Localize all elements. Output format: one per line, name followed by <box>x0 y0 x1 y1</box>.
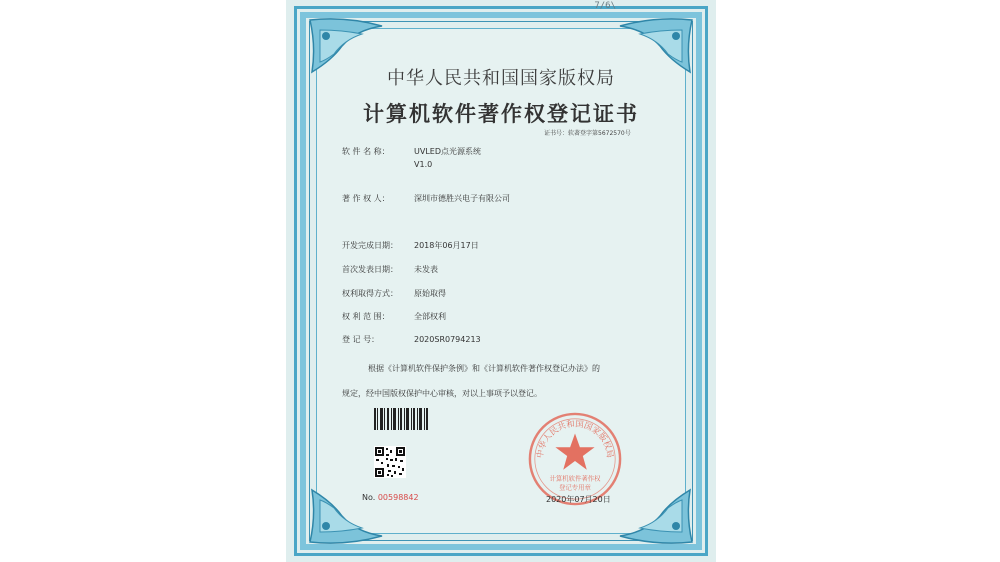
serial-number <box>362 493 419 502</box>
field-label: 权利取得方式： <box>342 289 398 298</box>
field-value: 2020SR0794213 <box>414 335 481 344</box>
field-completion-date <box>342 240 479 251</box>
serial-value: 00598842 <box>377 493 419 502</box>
field-value: 全部权利 <box>414 312 446 321</box>
field-registration-number <box>342 334 481 345</box>
barcode-icon <box>374 408 428 430</box>
certificate-number: 证书号：软著登字第5672570号 <box>544 130 631 137</box>
statement-line-2: 规定，经中国版权保护中心审核，对以上事项予以登记。 <box>342 389 542 398</box>
serial-prefix: No. <box>362 493 376 502</box>
field-label: 首次发表日期： <box>342 265 398 274</box>
certificate-title: 计算机软件著作权登记证书 <box>363 101 639 126</box>
field-acquisition-method <box>342 288 446 299</box>
field-software-name <box>342 146 481 157</box>
issuer-title: 中华人民共和国国家版权局 <box>387 68 615 89</box>
software-version: V1.0 <box>414 160 433 169</box>
seal-arc-text: 中华人民共和国国家版权局 <box>534 418 616 459</box>
field-value: 未发表 <box>414 265 438 274</box>
qr-code-icon <box>374 446 406 478</box>
field-label: 软 件 名 称： <box>342 147 390 156</box>
field-first-publication <box>342 264 438 275</box>
field-value: UVLED点光源系统 <box>414 147 481 156</box>
field-label: 开发完成日期： <box>342 241 398 250</box>
certificate <box>286 0 716 562</box>
seal-middle-text: 计算机软件著作权 <box>549 474 601 483</box>
seal-bottom-text: 登记专用章 <box>559 483 591 492</box>
field-label: 权 利 范 围： <box>342 312 390 321</box>
corner-ornament-bottom-right <box>616 486 696 546</box>
field-label: 著 作 权 人： <box>342 194 390 203</box>
handwritten-mark: 7/6\ <box>594 1 616 11</box>
field-value: 2018年06月17日 <box>414 241 479 250</box>
issue-date: 2020年07月20日 <box>546 495 611 504</box>
field-value: 原始取得 <box>414 289 446 298</box>
statement-line-1: 根据《计算机软件保护条例》和《计算机软件著作权登记办法》的 <box>368 364 600 373</box>
field-rights-scope <box>342 311 446 322</box>
field-label: 登 记 号： <box>342 335 380 344</box>
field-value: 深圳市德胜兴电子有限公司 <box>414 194 510 203</box>
field-copyright-owner <box>342 193 510 204</box>
